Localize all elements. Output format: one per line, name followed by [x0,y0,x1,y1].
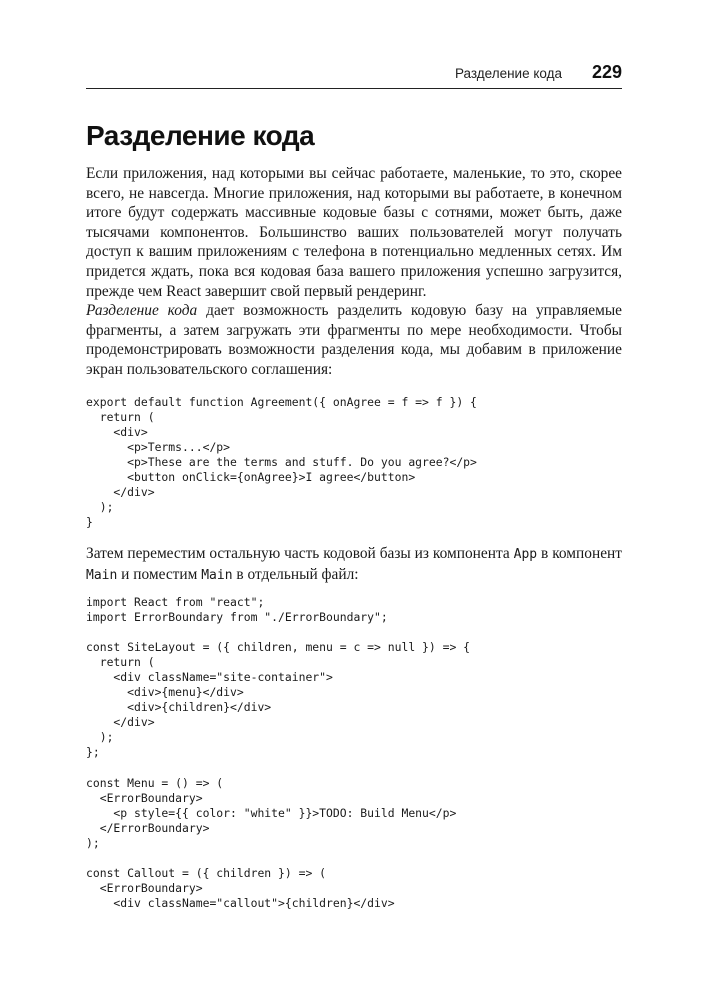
paragraph-move-main-text-3: и поместим [117,565,202,583]
running-header [86,62,622,89]
paragraph-intro: Если приложения, над которыми вы сейчас работаете, маленькие, то это, скорее всего, не навсегда. Многие приложения, над которыми вы работаете, в конечном итоге будут содержать массивные кодовые базы с сотнями, может быть, даже тысячами компонентов. Большинство ваших пользователей могут получать доступ к вашим приложениям с телефона в потенциально медленных сетях. Им придется ждать, пока вся кодовая база вашего приложения успешно загрузится, прежде чем React завершит свой первый рендеринг. [86,165,622,300]
paragraph-move-main-text-2: в компонент [537,545,622,562]
inline-code-main-2: Main [201,567,233,583]
section-title: Разделение кода [86,120,315,151]
code-block-main: import React from "react"; import ErrorBoundary from "./ErrorBoundary"; const SiteLayout = ({ children, menu = c => null }) => { return ( <div className="site-container"> <div>{menu}</div> <div>{children}</div> </div> ); }; const Menu = () => ( <ErrorBoundary> <p style={{ color: "white" }}>TODO: Build Menu</p> </ErrorBoundary> ); const Callout = ({ children }) => ( <ErrorBoundary> <div className="callout">{children}</div> [86,595,471,910]
paragraph-code-splitting [86,301,622,379]
paragraph-move-main-text-4: в отдельный файл: [232,565,359,583]
paragraph-move-main-text-1: Затем переместим остальную часть кодовой базы из компонента [86,545,514,562]
running-header-section: Разделение кода [454,66,562,81]
paragraph-code-splitting-text: дает возможность разделить кодовую базу на управляемые фрагменты, а затем загружать эти фрагменты по мере необходимости. Чтобы продемонстрировать возможности разделения кода, мы добавим в приложение экран пользовательского соглашения: [86,302,622,378]
term-code-splitting: Разделение кода [86,302,198,319]
inline-code-app: App [513,547,538,562]
inline-code-main: Main [86,567,118,583]
page-number: 229 [591,62,622,82]
paragraph-move-main [86,544,622,585]
code-block-agreement: export default function Agreement({ onAgree = f => f }) { return ( <div> <p>Terms...</p> <p>These are the terms and stuff. Do you agree?</p> <button onClick={onAgree}>I agree</button> </div> ); } [86,395,477,530]
